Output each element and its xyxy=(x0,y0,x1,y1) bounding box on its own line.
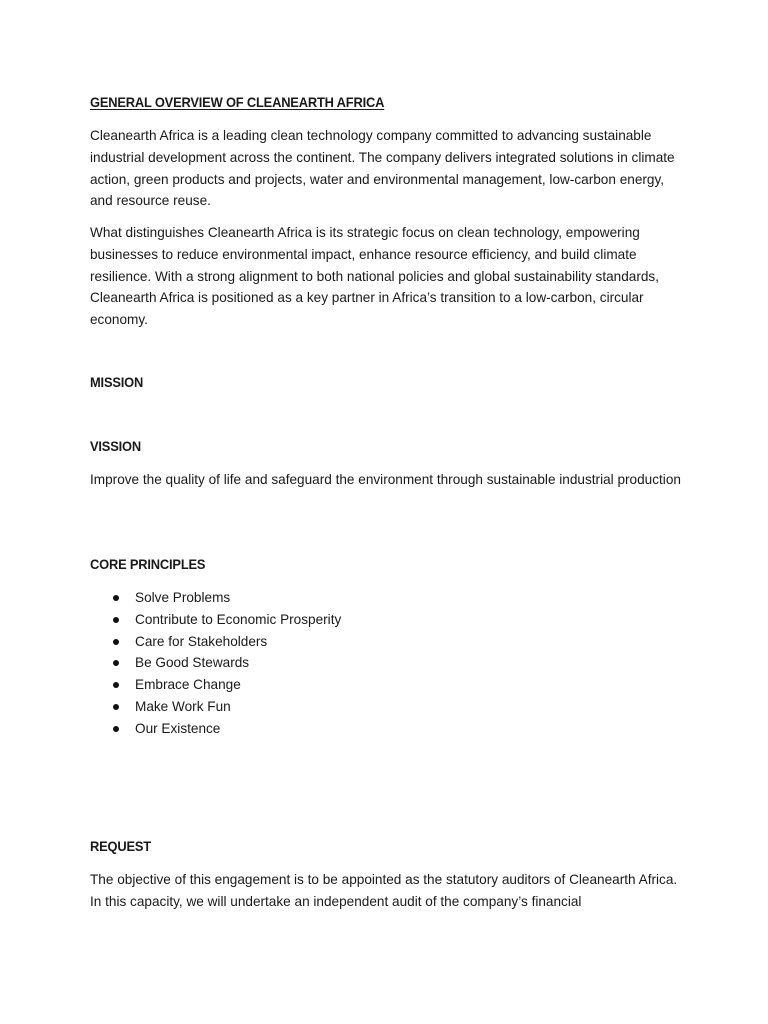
list-item xyxy=(90,696,341,718)
mission-heading: MISSION xyxy=(90,374,144,390)
request-text: The objective of this engagement is to be appointed as the statutory auditors of Cleanearth Africa. In this capacity, we will undertake an independent audit of the company’s financial xyxy=(90,872,678,909)
list-item xyxy=(90,631,341,653)
request-heading: REQUEST xyxy=(90,838,151,854)
bullet-icon xyxy=(113,660,119,666)
list-item xyxy=(90,674,341,696)
bullet-icon xyxy=(113,704,119,710)
list-item-text: Care for Stakeholders xyxy=(135,633,268,649)
bullet-icon xyxy=(113,639,119,645)
list-item-text: Make Work Fun xyxy=(135,698,231,714)
core-principles-heading: CORE PRINCIPLES xyxy=(90,556,206,572)
list-item xyxy=(90,718,341,740)
list-item xyxy=(90,652,341,674)
core-principles-list xyxy=(90,587,341,740)
bullet-icon xyxy=(113,726,119,732)
overview-paragraph-2: What distinguishes Cleanearth Africa is its strategic focus on clean technology, empowering businesses to reduce environmental impact, enhance resource efficiency, and build climate resilience. With a strong alignment to both national policies and global sustainability standards, Cleanearth Africa is positioned as a key partner in Africa’s transition to a low-carbon, circular economy. xyxy=(90,225,659,328)
list-item-text: Our Existence xyxy=(135,720,221,736)
list-item-text: Solve Problems xyxy=(135,590,231,605)
list-item xyxy=(90,609,341,631)
document-title: GENERAL OVERVIEW OF CLEANEARTH AFRICA xyxy=(90,94,385,110)
bullet-icon xyxy=(113,617,119,623)
list-item-text: Contribute to Economic Prosperity xyxy=(135,611,342,627)
list-item xyxy=(90,587,341,609)
vision-heading: VISSION xyxy=(90,438,141,454)
list-item-text: Embrace Change xyxy=(135,677,241,693)
list-item-text: Be Good Stewards xyxy=(135,655,250,671)
bullet-icon xyxy=(113,595,119,601)
vision-text: Improve the quality of life and safeguard the environment through sustainable industrial production xyxy=(90,472,681,487)
overview-paragraph-1: Cleanearth Africa is a leading clean technology company committed to advancing sustainable industrial development across the continent. The company delivers integrated solutions in climate action, green products and projects, water and environmental management, low-carbon energy, and resource reuse. xyxy=(90,128,675,209)
bullet-icon xyxy=(113,682,119,688)
